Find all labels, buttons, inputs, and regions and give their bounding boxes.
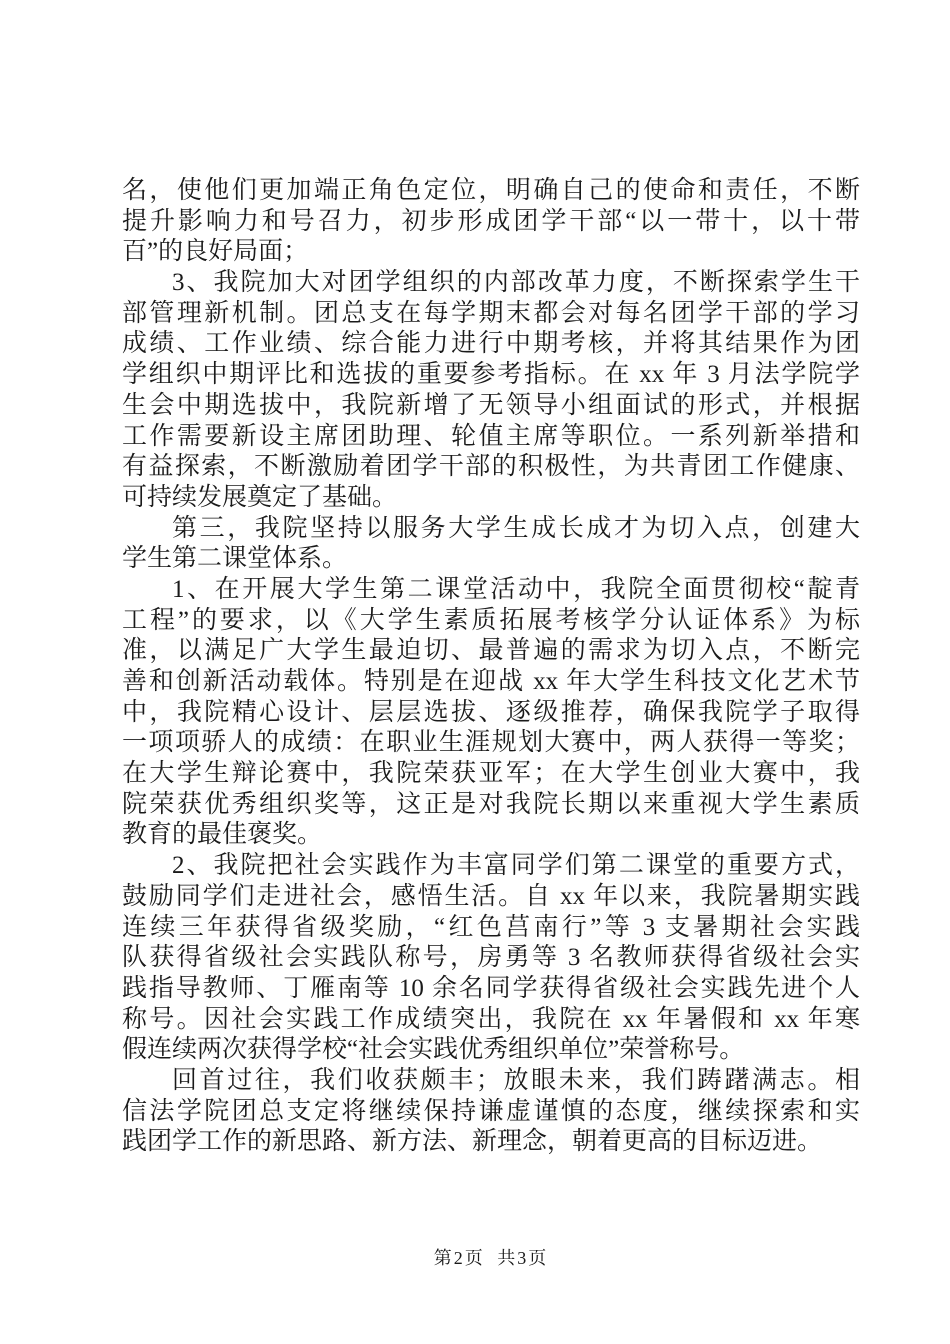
text-line: 部管理新机制。团总支在每学期末都会对每名团学干部的学习 [122, 299, 860, 327]
text-line: 回首过往，我们收获颇丰；放眼未来，我们踌躇满志。相 [172, 1066, 860, 1094]
text-line: 2、我院把社会实践作为丰富同学们第二课堂的重要方式， [172, 852, 860, 880]
text-line: 中，我院精心设计、层层选拔、逐级推荐，确保我院学子取得 [122, 698, 860, 726]
text-line: 百”的良好局面； [122, 238, 309, 266]
text-line: 一项项骄人的成绩：在职业生涯规划大赛中，两人获得一等奖； [122, 729, 860, 757]
text-line: 学组织中期评比和选拔的重要参考指标。在 xx 年 3 月法学院学 [122, 361, 860, 389]
text-line: 队获得省级社会实践队称号，房勇等 3 名教师获得省级社会实 [122, 944, 860, 972]
text-line: 工程”的要求，以《大学生素质拓展考核学分认证体系》为标 [122, 606, 860, 634]
text-line: 践团学工作的新思路、新方法、新理念，朝着更高的目标迈进。 [122, 1128, 823, 1156]
text-line: 院荣获优秀组织奖等，这正是对我院长期以来重视大学生素质 [122, 790, 860, 818]
text-line: 称号。因社会实践工作成绩突出，我院在 xx 年暑假和 xx 年寒 [122, 1005, 860, 1033]
text-line: 工作需要新设主席团助理、轮值主席等职位。一系列新举措和 [122, 422, 860, 450]
text-line: 1、在开展大学生第二课堂活动中，我院全面贯彻校“靛青 [172, 575, 860, 603]
text-line: 3、我院加大对团学组织的内部改革力度，不断探索学生干 [172, 269, 860, 297]
text-line: 在大学生辩论赛中，我院荣获亚军；在大学生创业大赛中，我 [122, 760, 860, 788]
text-line: 生会中期选拔中，我院新增了无领导小组面试的形式，并根据 [122, 391, 860, 419]
text-line: 践指导教师、丁雁南等 10 余名同学获得省级社会实践先进个人 [122, 974, 860, 1002]
text-line: 第三，我院坚持以服务大学生成长成才为切入点，创建大 [172, 514, 860, 542]
text-line: 成绩、工作业绩、综合能力进行中期考核，并将其结果作为团 [122, 330, 860, 358]
text-line: 可持续发展奠定了基础。 [122, 483, 398, 511]
text-line: 假连续两次获得学校“社会实践优秀组织单位”荣誉称号。 [122, 1036, 745, 1064]
text-line: 信法学院团总支定将继续保持谦虚谨慎的态度，继续探索和实 [122, 1097, 860, 1125]
page-number-footer: 第2页 共3页 [433, 1248, 549, 1268]
text-line: 名，使他们更加端正角色定位，明确自己的使命和责任，不断 [122, 177, 860, 204]
text-line: 教育的最佳褒奖。 [122, 821, 323, 849]
text-line: 有益探索，不断激励着团学干部的积极性，为共青团工作健康、 [122, 453, 860, 481]
text-line: 鼓励同学们走进社会，感悟生活。自 xx 年以来，我院暑期实践 [122, 882, 860, 910]
document-body [122, 176, 860, 1158]
text-line: 准，以满足广大学生最迫切、最普遍的需求为切入点，不断完 [122, 637, 860, 665]
text-line: 善和创新活动载体。特别是在迎战 xx 年大学生科技文化艺术节 [122, 668, 860, 695]
text-line: 学生第二课堂体系。 [122, 545, 348, 573]
text-line: 连续三年获得省级奖励，“红色莒南行”等 3 支暑期社会实践 [122, 913, 860, 941]
text-line: 提升影响力和号召力，初步形成团学干部“以一带十，以十带 [122, 207, 860, 235]
